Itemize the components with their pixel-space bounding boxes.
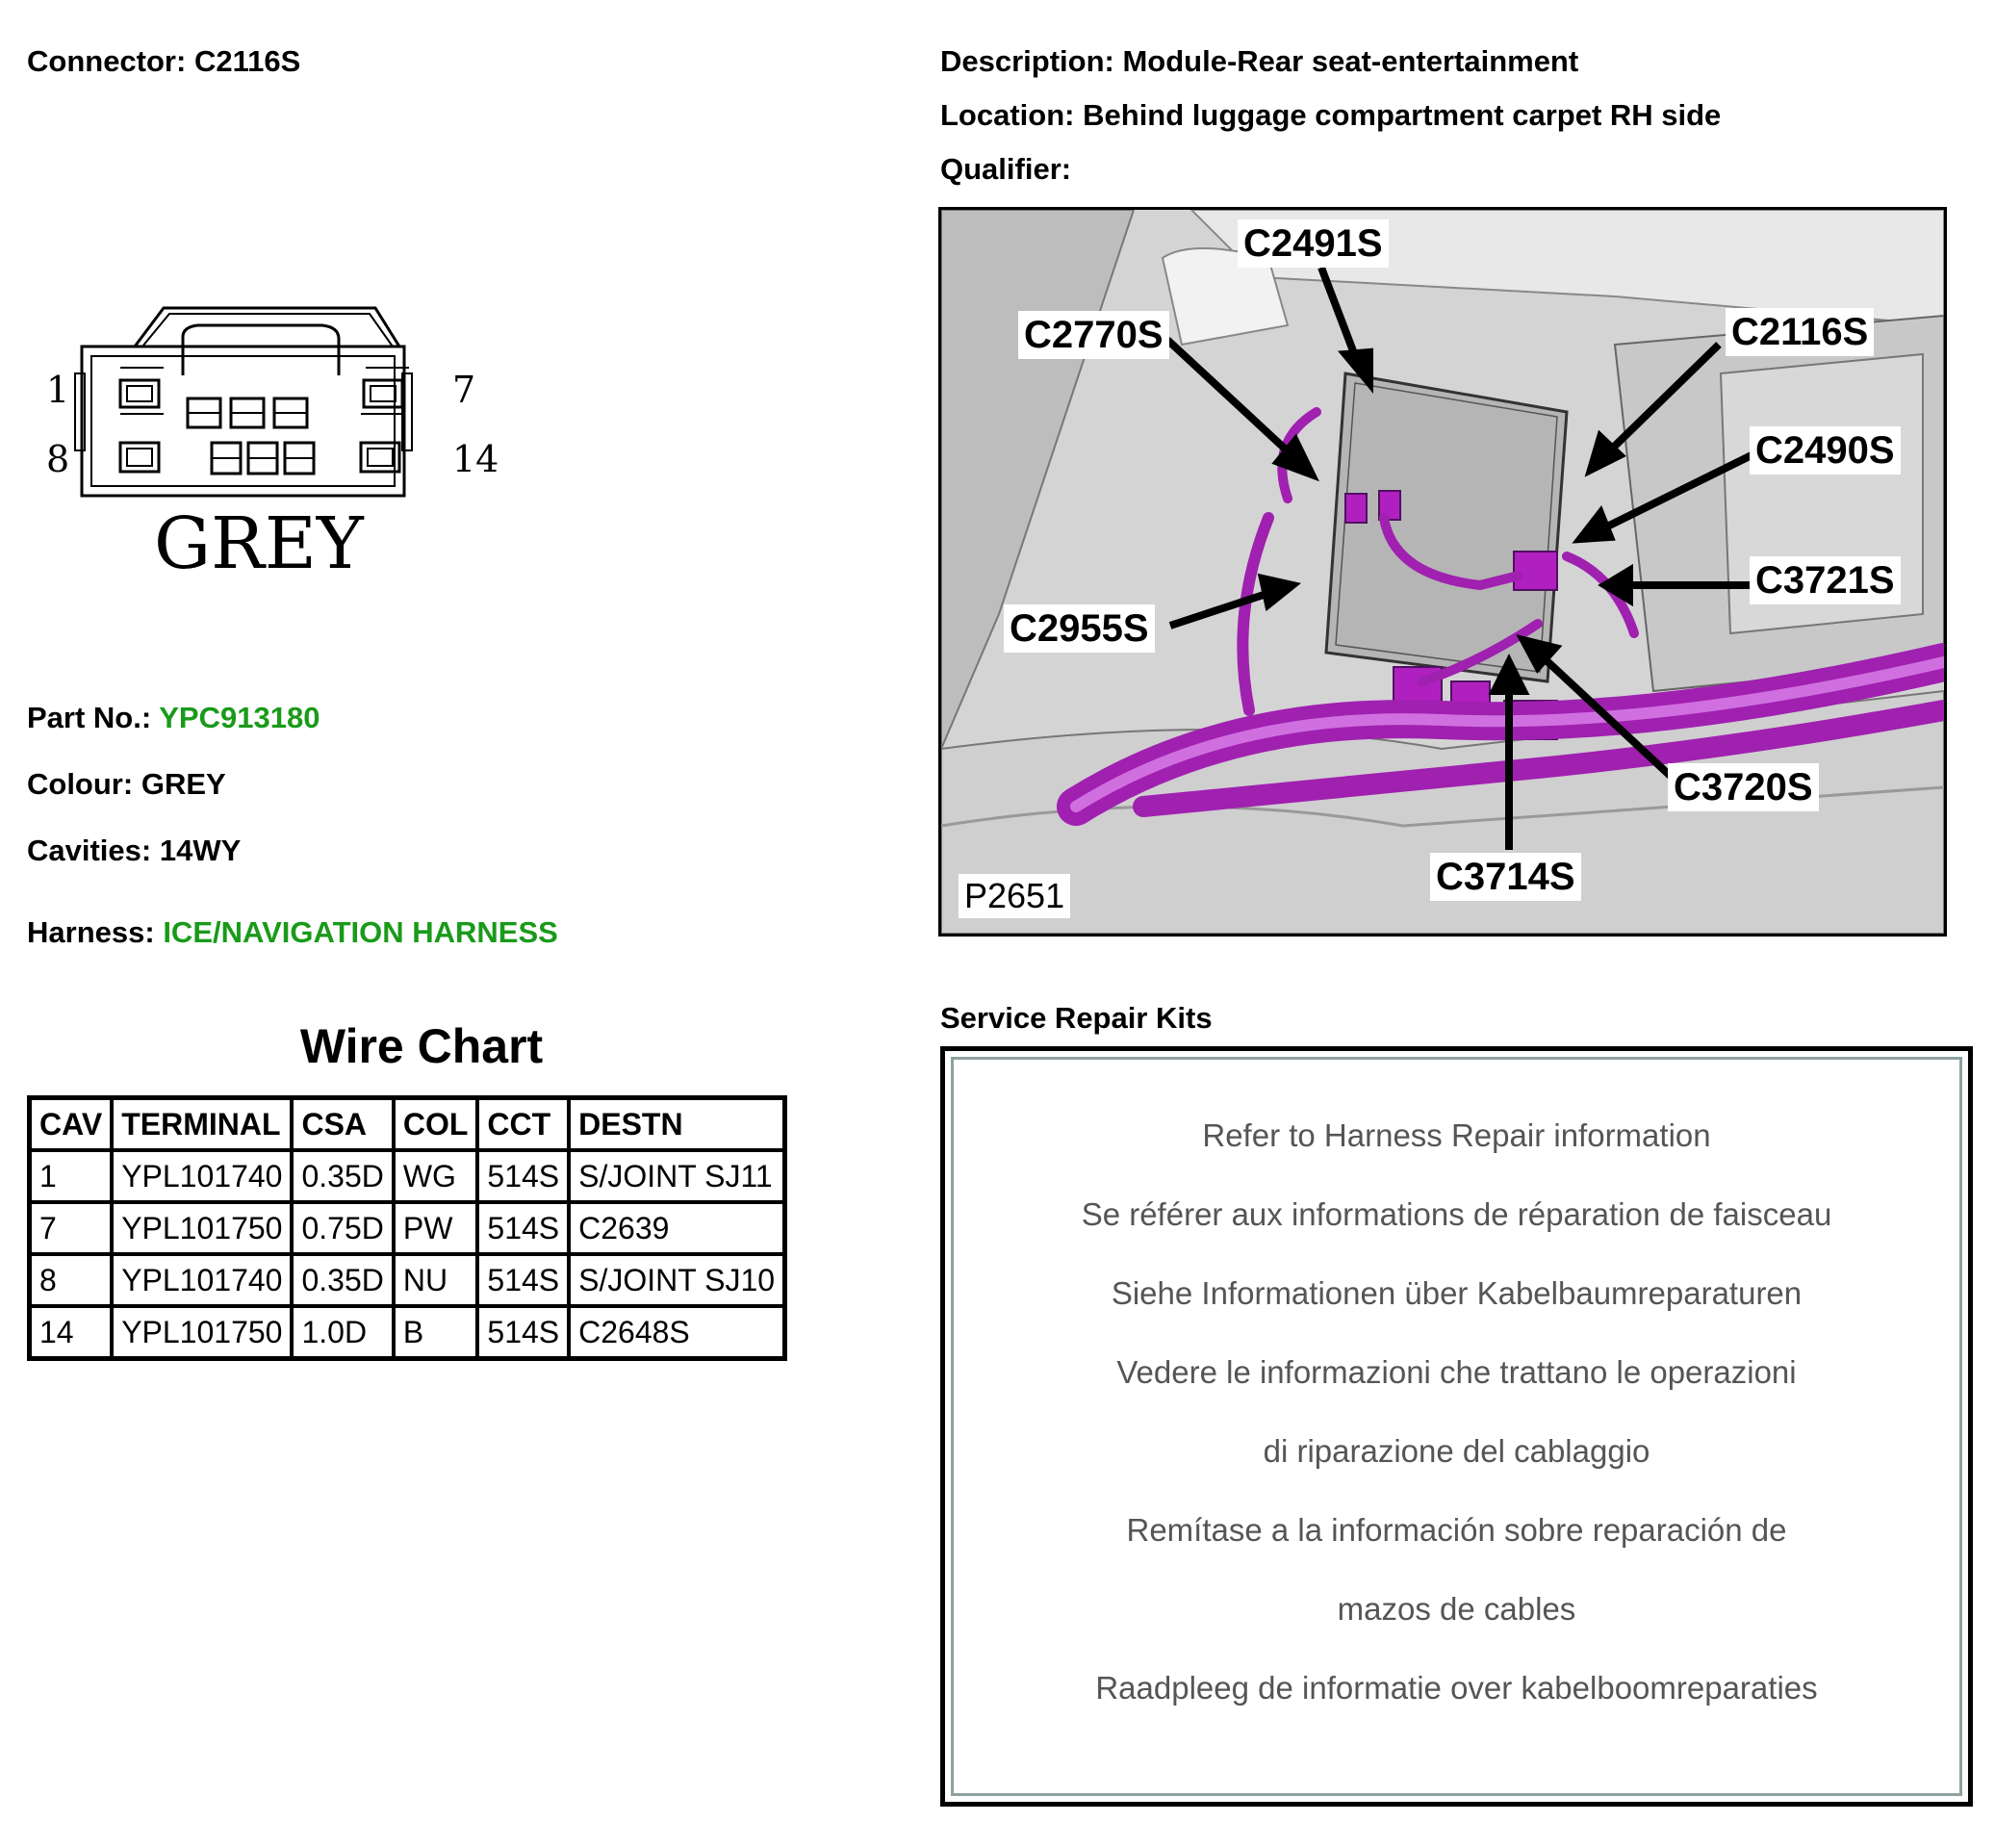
location-value: Behind luggage compartment carpet RH side: [1083, 98, 1722, 132]
callout-c3720s: C3720S: [1668, 763, 1819, 811]
callout-c2490s: C2490S: [1750, 426, 1901, 475]
table-row: [30, 1202, 785, 1254]
harness-field: [27, 915, 558, 950]
wire-chart-title: Wire Chart: [299, 1019, 544, 1073]
csa-cell: 0.75D: [292, 1202, 393, 1254]
connector-label: Connector:: [27, 44, 187, 78]
kit-line-de: Siehe Informationen über Kabelbaumreparaturen: [1111, 1275, 1803, 1311]
header-csa: CSA: [292, 1098, 393, 1151]
service-repair-kits-box: [940, 1046, 1973, 1807]
description-value: Module-Rear seat-entertainment: [1122, 44, 1579, 78]
callout-c2770s: C2770S: [1018, 311, 1169, 359]
pin-8-label: 8: [46, 438, 70, 480]
cav-cell: 14: [30, 1306, 113, 1359]
cavities-value: 14WY: [159, 834, 242, 867]
table-row: [30, 1306, 785, 1359]
col-cell: PW: [394, 1202, 478, 1254]
kit-line-it-2: di riparazione del cablaggio: [1263, 1433, 1650, 1469]
csa-cell: 0.35D: [292, 1254, 393, 1306]
kit-line-nl: Raadpleeg de informatie over kabelboomreparaties: [1095, 1670, 1818, 1706]
kit-line-it-1: Vedere le informazioni che trattano le operazioni: [1116, 1354, 1797, 1390]
kit-line-es-1: Remítase a la información sobre reparación de: [1126, 1512, 1787, 1548]
callout-c3721s: C3721S: [1750, 556, 1901, 604]
pin-14-label: 14: [452, 438, 499, 480]
location-field: [940, 98, 1721, 133]
csa-cell: 1.0D: [292, 1306, 393, 1359]
wire-chart-table: [27, 1095, 787, 1361]
csa-cell: 0.35D: [292, 1150, 393, 1202]
header-destn: DESTN: [569, 1098, 784, 1151]
service-repair-kits-inner: [951, 1057, 1962, 1796]
part-no-link[interactable]: YPC913180: [159, 701, 320, 734]
header-cav: CAV: [30, 1098, 113, 1151]
description-label: Description:: [940, 44, 1114, 78]
part-no-field: [27, 701, 320, 735]
terminal-cell: YPL101740: [112, 1254, 292, 1306]
connector-field: [27, 44, 300, 79]
kit-line-fr: Se référer aux informations de réparation de faisceau: [1081, 1196, 1832, 1232]
connector-value: C2116S: [193, 44, 301, 78]
connector-colour-label: GREY: [154, 502, 364, 585]
colour-value: GREY: [141, 767, 226, 801]
terminal-cell: YPL101750: [112, 1202, 292, 1254]
connector-location-image: [938, 207, 1947, 937]
pin-1-label: 1: [46, 369, 70, 411]
cct-cell: 514S: [477, 1306, 569, 1359]
terminal-cell: YPL101740: [112, 1150, 292, 1202]
part-no-label: Part No.:: [27, 701, 152, 734]
callout-c2955s: C2955S: [1004, 604, 1155, 653]
col-cell: NU: [394, 1254, 478, 1306]
harness-link[interactable]: ICE/NAVIGATION HARNESS: [163, 915, 558, 949]
col-cell: WG: [394, 1150, 478, 1202]
service-repair-kits-heading: Service Repair Kits: [940, 1001, 1213, 1035]
destn-cell: C2648S: [569, 1306, 784, 1359]
wire-chart-header-row: [30, 1098, 785, 1151]
table-row: [30, 1254, 785, 1306]
cav-cell: 7: [30, 1202, 113, 1254]
col-cell: B: [394, 1306, 478, 1359]
colour-field: [27, 767, 226, 802]
callout-c3714s: C3714S: [1430, 853, 1581, 901]
cav-cell: 1: [30, 1150, 113, 1202]
header-cct: CCT: [477, 1098, 569, 1151]
qualifier-field: [940, 152, 1071, 187]
destn-cell: S/JOINT SJ10: [569, 1254, 784, 1306]
header-col: COL: [394, 1098, 478, 1151]
description-field: [940, 44, 1578, 79]
harness-label: Harness:: [27, 915, 155, 949]
table-row: [30, 1150, 785, 1202]
cav-cell: 8: [30, 1254, 113, 1306]
connector-face-diagram: [29, 289, 529, 597]
destn-cell: C2639: [569, 1202, 784, 1254]
cct-cell: 514S: [477, 1202, 569, 1254]
destn-cell: S/JOINT SJ11: [569, 1150, 784, 1202]
image-reference: P2651: [959, 874, 1070, 918]
callout-c2491s: C2491S: [1238, 219, 1389, 268]
connector-face-svg: [29, 289, 529, 597]
pin-7-label: 7: [452, 369, 476, 411]
qualifier-label: Qualifier:: [940, 152, 1072, 186]
kit-line-en: Refer to Harness Repair information: [1202, 1117, 1711, 1153]
colour-label: Colour:: [27, 767, 134, 801]
cavities-label: Cavities:: [27, 834, 152, 867]
cct-cell: 514S: [477, 1150, 569, 1202]
callout-c2116s: C2116S: [1726, 308, 1874, 356]
location-label: Location:: [940, 98, 1075, 132]
terminal-cell: YPL101750: [112, 1306, 292, 1359]
cavities-field: [27, 834, 241, 868]
cct-cell: 514S: [477, 1254, 569, 1306]
header-terminal: TERMINAL: [112, 1098, 292, 1151]
kit-line-es-2: mazos de cables: [1337, 1591, 1576, 1627]
